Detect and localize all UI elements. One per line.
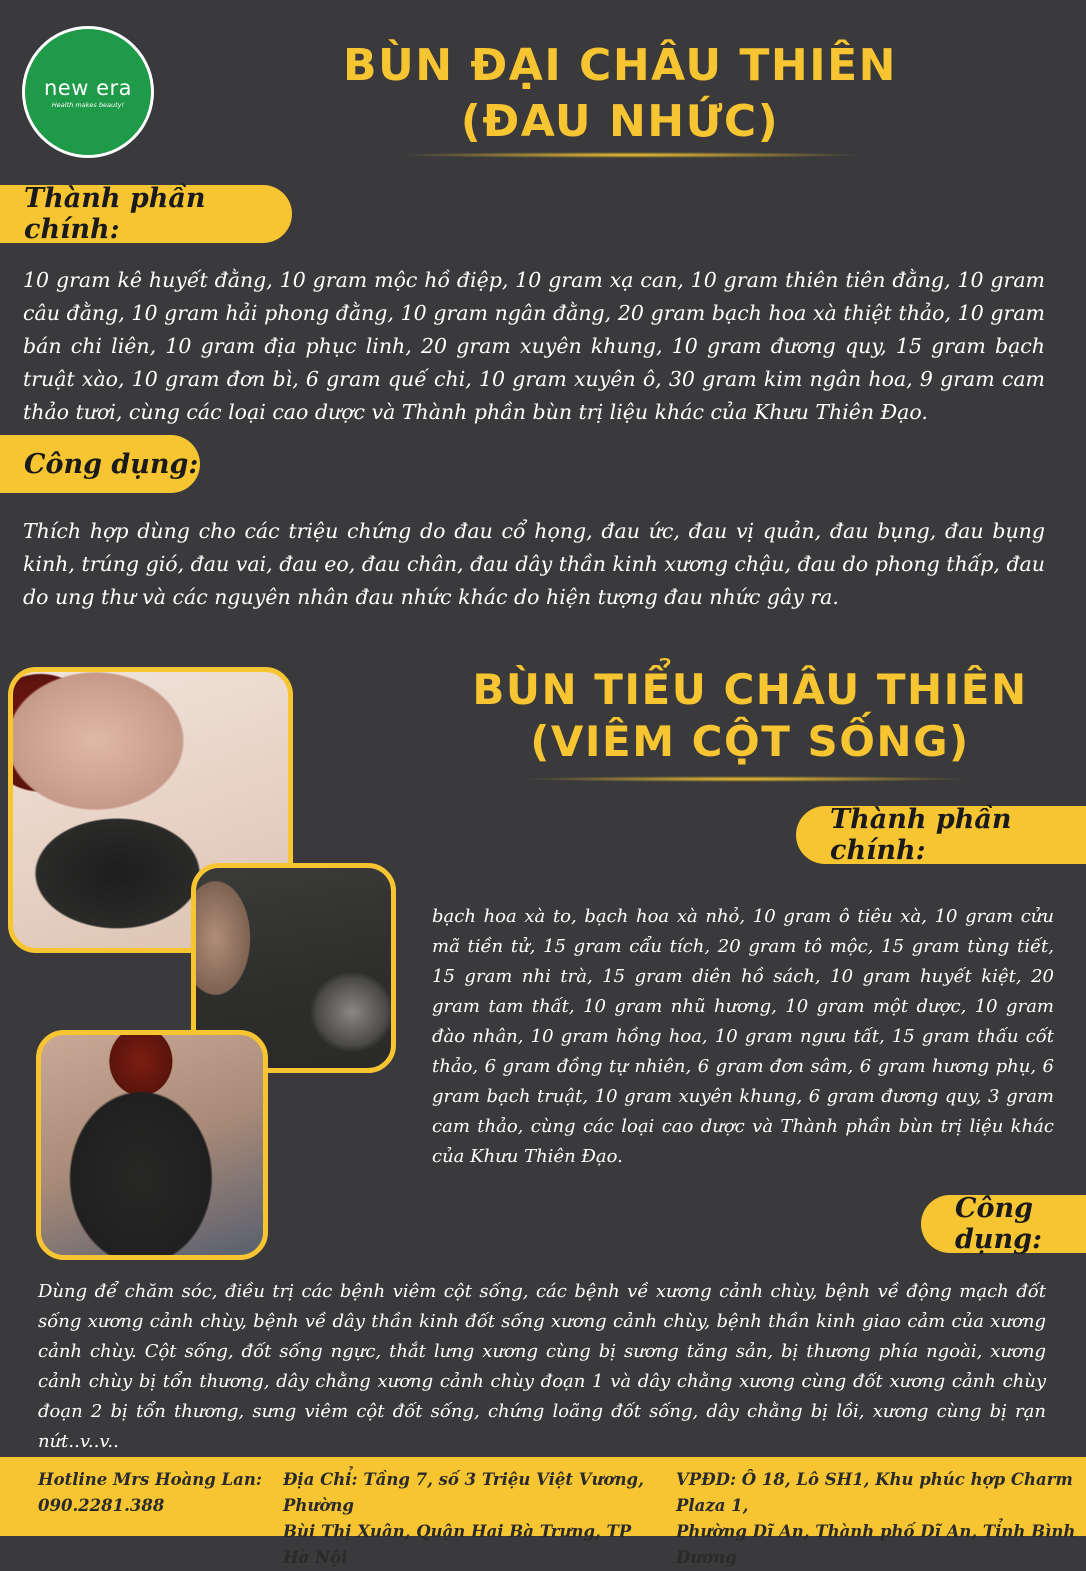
footer-contact-bar (0, 1457, 1086, 1567)
section1-ingredients-text: 10 gram kê huyết đằng, 10 gram mộc hồ điệp, 10 gram xạ can, 10 gram thiên tiên đằng, 10 gram câu đằng, 10 gram hải phong đằng, 10 gram ngân đằng, 20 gram bạch hoa xà thiệt thảo, 10 gram bán chi liên, 10 gram địa phục linh, 20 gram xuyên khung, 10 gram đương quy, 15 gram bạch truật xào, 10 gram đơn bì, 6 gram quế chi, 10 gram xuyên ô, 30 gram kim ngân hoa, 9 gram cam thảo tươi, cùng các loại cao dược và Thành phần bùn trị liệu khác của Khưu Thiên Đạo. (23, 268, 1045, 424)
title-underline-glow (520, 776, 970, 782)
section1-ingredients-label (0, 185, 292, 243)
title-underline-glow (395, 152, 865, 158)
address-line1: Địa Chỉ: Tầng 7, số 3 Triệu Việt Vương, Phường (283, 1470, 644, 1515)
hotline-label: Hotline Mrs Hoàng Lan: (38, 1470, 262, 1489)
section1-title-line1: BÙN ĐẠI CHÂU THIÊN (343, 40, 897, 91)
section2-title-line2: (VIÊM CỘT SỐNG) (530, 717, 970, 766)
section2-ingredients-label-text: Thành phần chính: (830, 804, 1012, 866)
section2-ingredients-label (796, 806, 1086, 864)
section2-uses-text: Dùng để chăm sóc, điều trị các bệnh viêm cột sống, các bệnh về xương cảnh chùy, bệnh về động mạch đốt sống xương cảnh chùy, bệnh về dây thần kinh đốt sống xương cảnh chùy, bệnh thần kinh giao cảm của xương cảnh chùy. Cột sống, đốt sống ngực, thắt lưng xương cùng bị sương tăng sản, bị thương phía ngoài, xương cảnh chùy bị tổn thương, dây chằng xương cảnh chùy đoạn 1 và dây chằng xương cùng đốt xương cảnh chùy đoạn 2 bị tổn thương, sưng viêm cột đốt sống, chứng loãng đốt sống, dây chằng bị lồi, xương cùng bị rạn nứt..v..v.. (38, 1281, 1046, 1452)
footer-hotline (38, 1467, 278, 1519)
logo-tagline: Health makes beauty! (51, 100, 125, 109)
footer-address (283, 1467, 663, 1571)
brand-logo (22, 26, 154, 158)
section2-ingredients-text: bạch hoa xà to, bạch hoa xà nhỏ, 10 gram ô tiêu xà, 10 gram cửu mã tiền tử, 15 gram cẩu tích, 20 gram tô mộc, 15 gram tùng tiết, 15 gram nhi trà, 15 gram diên hồ sách, 10 gram huyết kiệt, 20 gram tam thất, 10 gram nhũ hương, 10 gram một dược, 10 gram đào nhân, 10 gram hồng hoa, 10 gram ngưu tất, 15 gram thấu cốt thảo, 6 gram đồng tự nhiên, 6 gram đơn sâm, 6 gram hương phụ, 6 gram bạch truật, 10 gram xuyên khung, 6 gram đương quy, 3 gram cam thảo, cùng các loại cao dược và Thành phần bùn trị liệu khác của Khưu Thiên Đạo. (432, 906, 1054, 1167)
logo-name: new era (43, 75, 132, 100)
office-line2: Phường Dĩ An, Thành phố Dĩ An, Tỉnh Bình Dương (676, 1522, 1076, 1567)
section2-uses-label-text: Công dụng: (955, 1193, 1042, 1255)
hotline-number[interactable]: 090.2281.388 (38, 1496, 165, 1515)
address-line2: Bùi Thị Xuân, Quận Hai Bà Trưng, TP Hà Nội (283, 1522, 632, 1567)
mud-back-treatment-photo (36, 1030, 268, 1260)
section1-ingredients-label-text: Thành phần chính: (24, 183, 206, 245)
section2-title (430, 664, 1070, 768)
section1-uses-text: Thích hợp dùng cho các triệu chứng do đau cổ họng, đau ức, đau vị quản, đau bụng, đau bụng kinh, trúng gió, đau vai, đau eo, đau chân, đau dây thần kinh xương chậu, đau do phong thấp, đau do ung thư và các nguyên nhân đau nhức khác do hiện tượng đau nhức gây ra. (23, 519, 1045, 609)
section1-title-line2: (ĐAU NHỨC) (460, 96, 780, 147)
section1-title (300, 38, 940, 150)
footer-office (676, 1467, 1076, 1571)
section2-title-line1: BÙN TIỂU CHÂU THIÊN (472, 665, 1028, 714)
section1-uses-label-text: Công dụng: (24, 448, 199, 480)
section1-uses-label (0, 435, 200, 493)
office-line1: VPĐD: Ô 18, Lô SH1, Khu phúc hợp Charm Plaza 1, (676, 1470, 1073, 1515)
section2-uses-label (921, 1195, 1086, 1253)
